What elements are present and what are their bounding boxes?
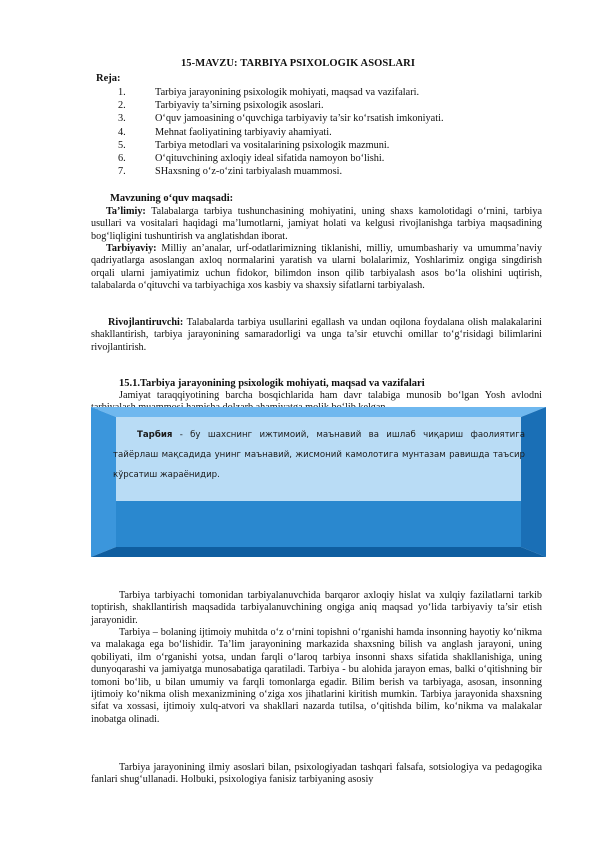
list-item-number: 6. [118, 153, 126, 165]
body-paragraph-3-text: Tarbiya jarayonining ilmiy asoslari bilan, psixologiyadan tashqari falsafa, sotsiologiya va pedagogika fanlari shug‘ullanadi. Holbuki, psixologiya fanisiz tarbiyaning asosiy [91, 762, 542, 786]
list-item-number: 2. [118, 100, 126, 112]
definition-term: Тарбия [137, 430, 173, 440]
list-item-number: 7. [118, 166, 126, 178]
section-heading: 15.1.Tarbiya jarayonining psixologik mohiyati, maqsad va vazifalari [119, 378, 425, 389]
box-bevel-bottom [91, 547, 546, 557]
list-item-text: Tarbiya jarayonining psixologik mohiyati, maqsad va vazifalari. [155, 87, 420, 98]
learning-goals-heading: Mavzuning o‘quv maqsadi: [110, 193, 234, 204]
definition-text [113, 425, 525, 485]
list-item-text: Tarbiya metodlari va vositalarining psixologik mazmuni. [155, 139, 390, 151]
list-item [118, 126, 444, 139]
upbringing-goal-paragraph [91, 243, 542, 293]
body-paragraph-3 [91, 762, 542, 787]
upbringing-goal-label: Tarbiyaviy: [106, 243, 157, 254]
list-item-number: 3. [118, 113, 126, 125]
list-item-number: 1. [118, 87, 126, 98]
list-item [118, 112, 444, 125]
section-intro-text: Jamiyat taraqqiyotining barcha bosqichlarida ham davr talabiga munosib bo‘lgan Yosh avlodni [119, 390, 542, 401]
body-paragraph-1 [91, 590, 542, 627]
educational-goal-text: Talabalarga tarbiya tushunchasining mohiyatini, uning shaxs kamolotidagi o‘rnini, tarbiya usullari va vositalari haqidagi ma’lumotlarni, jamiyat holati va kelgusi rivojlanishga tarbiya maqsadining bog‘liqligini tushuntirish va anglatishdan iborat. [91, 206, 542, 242]
list-item [118, 86, 444, 99]
educational-goal-label: Ta’limiy: [106, 206, 146, 217]
body-paragraph-1-text: Tarbiya tarbiyachi tomonidan tarbiyalanuvchida barqaror axloqiy hislat va xulqiy fazilatlarni tarkib toptirish, shakllantirish maqsadida tarbiyalanuvchining ongiga aniq maqsad yo‘lida tarbiyaviy ta’sir etish jarayonidir. [91, 590, 542, 626]
list-item-number: 4. [118, 126, 126, 138]
list-item [118, 152, 444, 165]
list-item-number: 5. [118, 139, 126, 151]
definition-body: - бу шахснинг ижтимоий, маънавий ва ишлаб чиқариш фаолиятига тайёрлаш мақсадида унинг маънавий, жисмоний камолотига мунтазам равишда таъсир кўрсатиш жараёнидир. [113, 430, 525, 480]
developmental-goal-text: Talabalarda tarbiya usullarini egallash va undan oqilona foydalana olish malakalarini shakllantirish, tarbiya jarayonining samaradorligi va unga ta’sir etuvchi omillar to‘g‘risidagi bilimlarini rivojlantirish. [91, 317, 542, 353]
list-item [118, 99, 444, 112]
upbringing-goal-text: Milliy an’analar, urf-odatlarimizning tiklanishi, milliy, umumbashariy va umumma’naviy qadriyatlarga asoslangan axloq normalarini yaratish va ularni bolalarimiz, Yoshlarimiz ongiga singdirish orqali ularni jamiyatimiz uchun fidokor, bilimdon inson qilib tarbiyalash asos bo‘la olishini uqtirish, talabalarda o‘qituvchi va tarbiyachiga xos kasbiy va shaxsiy sifatlarni tarbiyalash. [91, 243, 542, 292]
list-item-text: SHaxsning o‘z-o‘zini tarbiyalash muammosi. [155, 166, 343, 178]
plan-label: Reja: [96, 73, 121, 84]
developmental-goal-label: Rivojlantiruvchi: [108, 317, 184, 328]
developmental-goal-paragraph [91, 317, 542, 354]
list-item-text: O‘quv jamoasining o‘quvchiga tarbiyaviy ta’sir ko‘rsatish imkoniyati. [155, 113, 444, 125]
list-item-text: Mehnat faoliyatining tarbiyaviy ahamiyati. [155, 126, 332, 138]
list-item [118, 139, 444, 152]
box-bevel-top [91, 407, 546, 417]
box-lower-panel [116, 501, 521, 547]
body-paragraph-2-text: Tarbiya – bolaning ijtimoiy muhitda o‘z o‘rnini topishni o‘rganishi hamda insonning hayotiy ko‘nikma va malakaga ega bo‘lishidir. Ta’lim jarayonining markazida shaxsning bilish va anglash jarayoni, uning qobiliyati, ilm o‘rganishi yotsa, undan farqli o‘laroq tarbiya insonni shaxs sifatida shakllanishiga, uning dunyoqarashi va jamiyatga munosabatiga qaratiladi. Tarbiya - bu alohida jarayon emas, balki o‘qitishning bir tomoni bo‘lib, u bilan umumiy va farqli tomonlarga egadir. Bilim berish va tarbiyaga, asosan, insonning ijtimoiy ko‘nikma olish mexanizmining o‘ziga xos jihatlarini kiritish mumkin. Tarbiya jarayonida shaxsning sifat va xossasi, ijtimoiy xulq-atvori va shakllari nazarda tutilsa, o‘qitishda bilim, ko‘nikma va malakalar inobatga olinadi. [91, 627, 542, 725]
body-paragraph-2 [91, 627, 542, 726]
educational-goal-paragraph [91, 206, 542, 243]
list-item [118, 165, 444, 178]
plan-list [118, 86, 444, 178]
list-item-text: Tarbiyaviy ta’sirning psixologik asoslari. [155, 100, 324, 112]
list-item-text: O‘qituvchining axloqiy ideal sifatida namoyon bo‘lishi. [155, 153, 385, 165]
definition-box [91, 407, 546, 557]
page-title: 15-MAVZU: TARBIYA PSIXOLOGIK ASOSLARI [180, 58, 416, 69]
